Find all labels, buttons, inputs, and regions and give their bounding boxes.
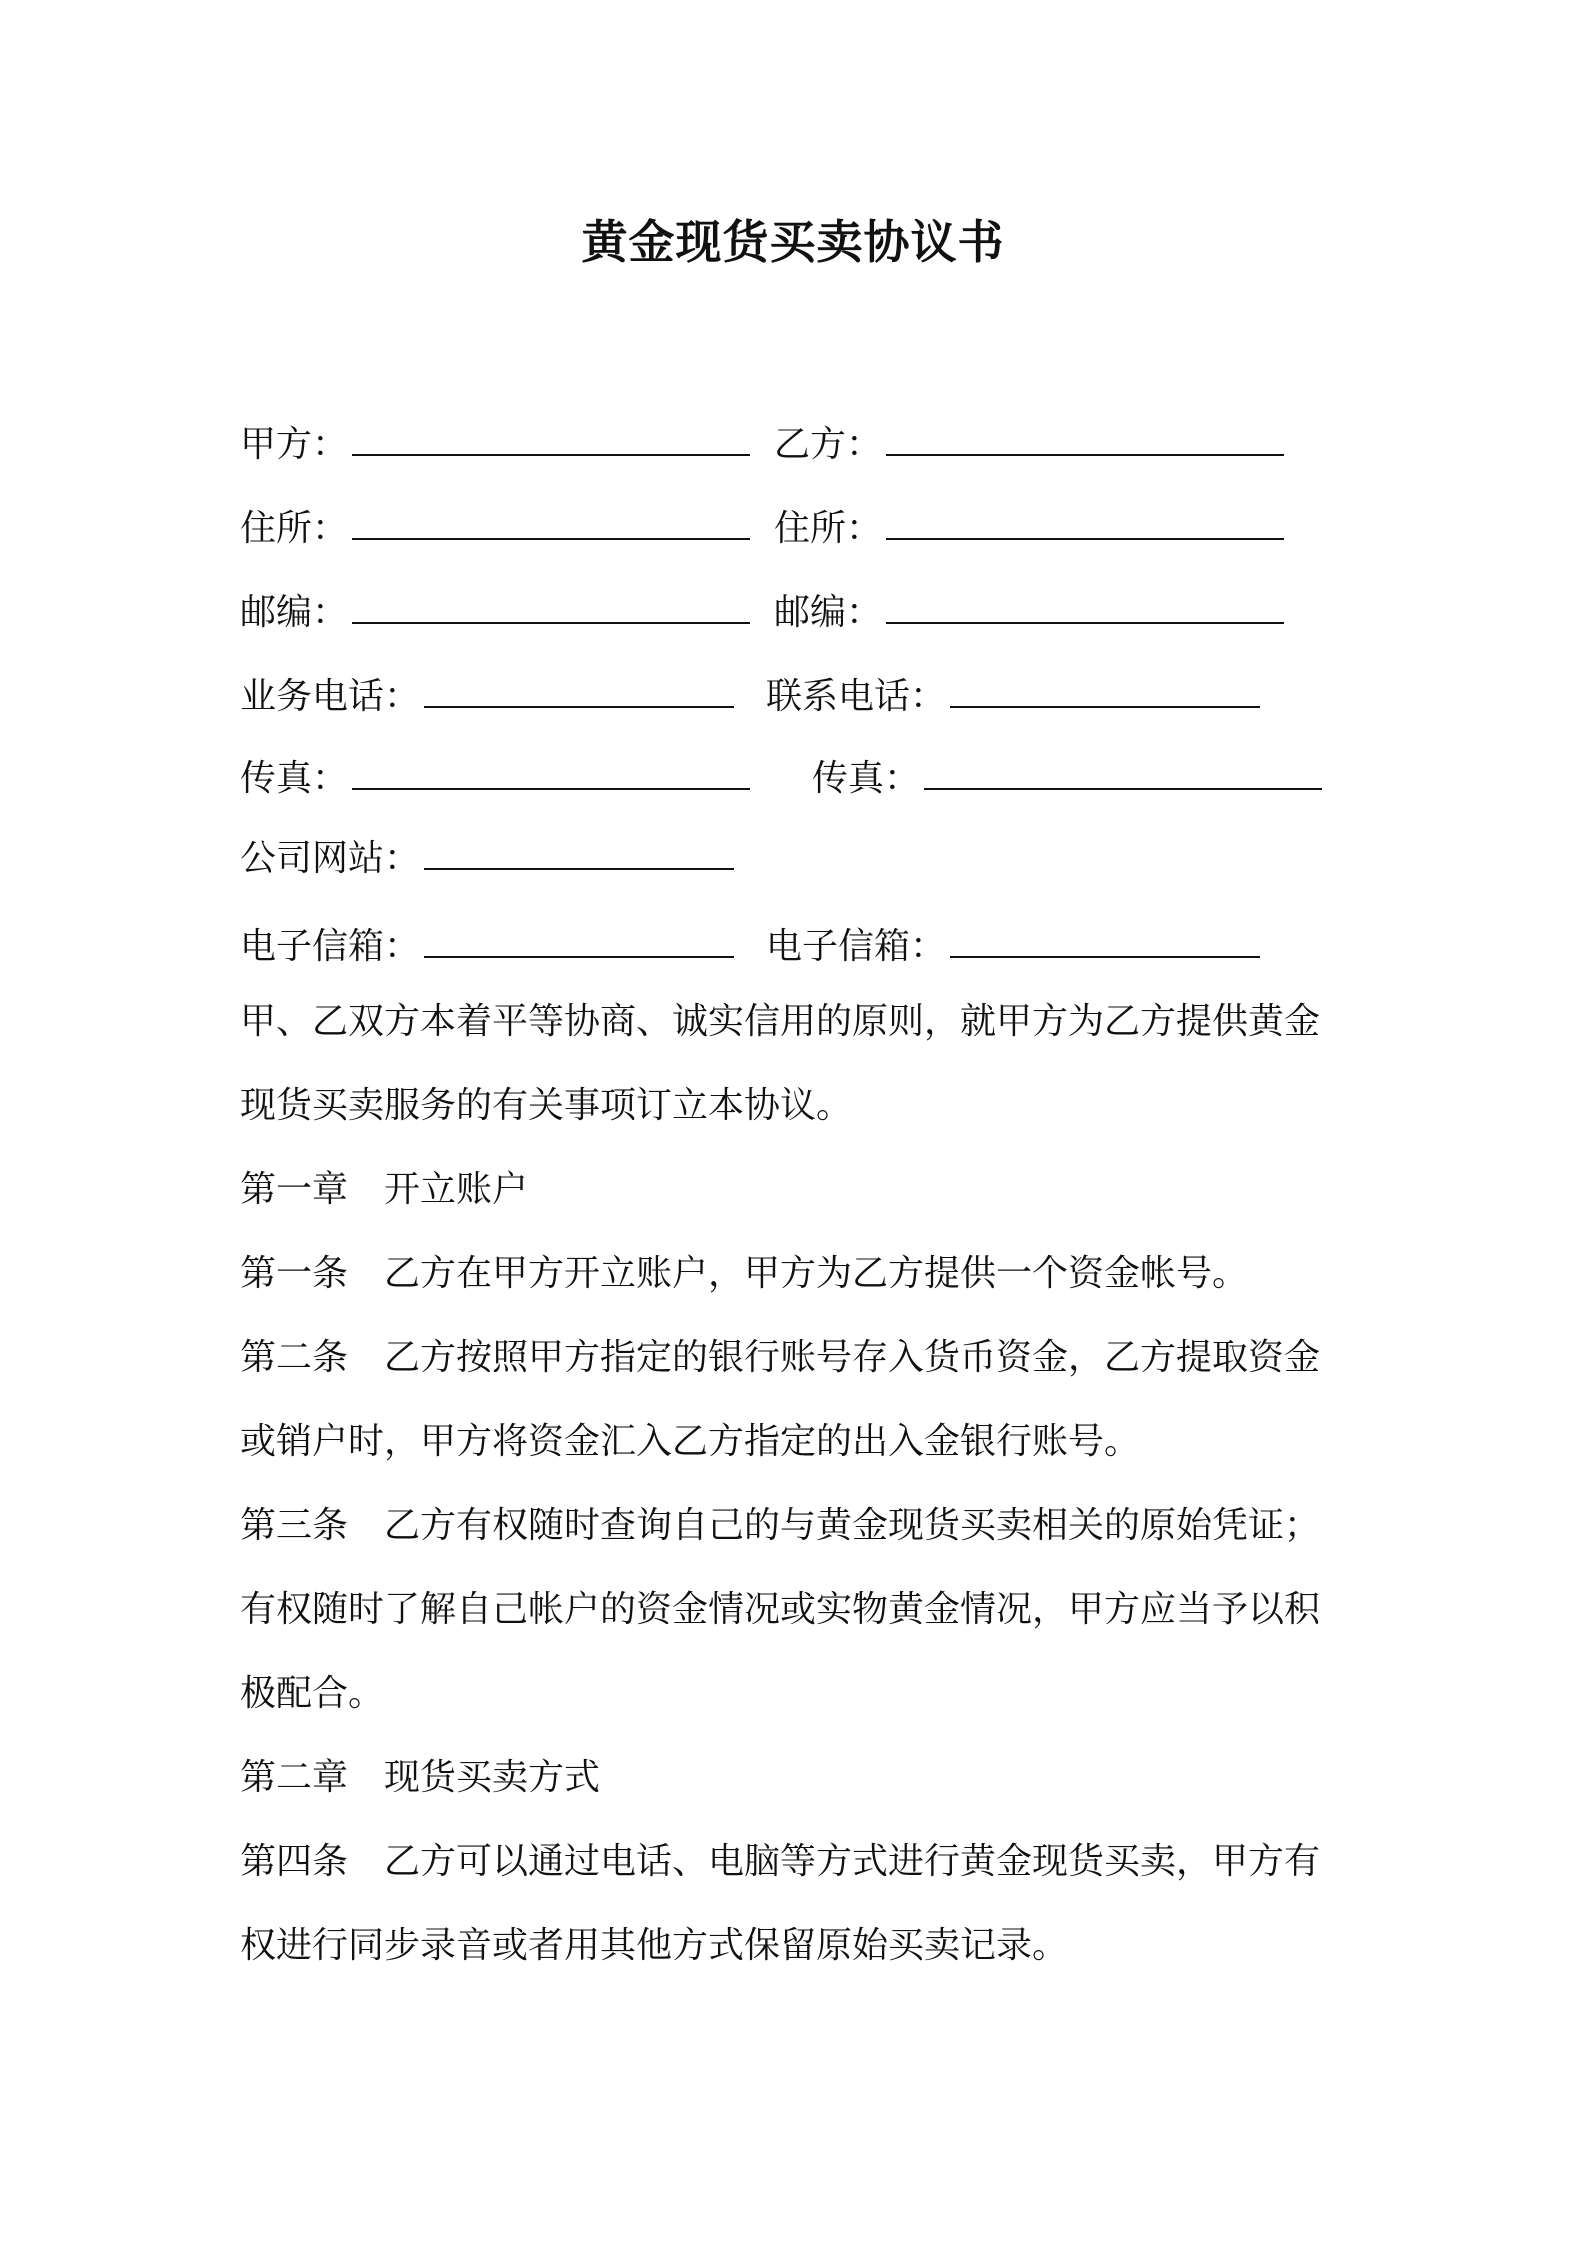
- party-a-fax-field: [240, 752, 750, 805]
- party-a-email-field: [240, 920, 734, 973]
- blank-line: [886, 586, 1284, 624]
- blank-line: [924, 752, 1322, 790]
- field-label: 住所：: [240, 508, 349, 549]
- party-a-website-field: [240, 832, 734, 885]
- blank-line: [424, 920, 734, 958]
- chapter-heading: 第一章 开立账户: [240, 1169, 529, 1210]
- blank-line: [424, 670, 734, 708]
- party-b-email-field: [766, 920, 1260, 973]
- blank-line: [950, 670, 1260, 708]
- article-line: 或销户时，甲方将资金汇入乙方指定的出入金银行账号。: [240, 1421, 1141, 1462]
- intro-line: 现货买卖服务的有关事项订立本协议。: [240, 1085, 853, 1126]
- party-b-contact-phone-field: [766, 670, 1260, 723]
- field-label: 邮编：: [774, 592, 883, 633]
- article-line: 第四条 乙方可以通过电话、电脑等方式进行黄金现货买卖，甲方有: [240, 1841, 1321, 1882]
- blank-line: [886, 418, 1284, 456]
- party-b-name-field: [774, 418, 1284, 471]
- party-a-postcode-field: [240, 586, 750, 639]
- article-line: 第一条 乙方在甲方开立账户，甲方为乙方提供一个资金帐号。: [240, 1253, 1249, 1294]
- article-line: 极配合。: [240, 1673, 385, 1714]
- field-label: 传真：: [812, 758, 921, 799]
- field-label: 传真：: [240, 758, 349, 799]
- party-b-address-field: [774, 502, 1284, 555]
- party-a-address-field: [240, 502, 750, 555]
- field-label: 联系电话：: [766, 676, 947, 717]
- field-label: 住所：: [774, 508, 883, 549]
- field-label: 公司网站：: [240, 838, 421, 879]
- blank-line: [352, 418, 750, 456]
- article-line: 第二条 乙方按照甲方指定的银行账号存入货币资金，乙方提取资金: [240, 1337, 1321, 1378]
- field-label: 乙方：: [774, 424, 883, 465]
- document-title: 黄金现货买卖协议书: [581, 215, 1005, 269]
- field-label: 邮编：: [240, 592, 349, 633]
- party-b-postcode-field: [774, 586, 1284, 639]
- party-b-fax-field: [812, 752, 1322, 805]
- party-a-name-field: [240, 418, 750, 471]
- blank-line: [950, 920, 1260, 958]
- field-label: 业务电话：: [240, 676, 421, 717]
- blank-line: [424, 832, 734, 870]
- intro-line: 甲、乙双方本着平等协商、诚实信用的原则，就甲方为乙方提供黄金: [240, 1001, 1321, 1042]
- article-line: 有权随时了解自己帐户的资金情况或实物黄金情况，甲方应当予以积: [240, 1589, 1321, 1630]
- party-a-business-phone-field: [240, 670, 734, 723]
- field-label: 电子信箱：: [766, 926, 947, 967]
- article-line: 第三条 乙方有权随时查询自己的与黄金现货买卖相关的原始凭证；: [240, 1505, 1321, 1546]
- blank-line: [352, 752, 750, 790]
- blank-line: [352, 502, 750, 540]
- field-label: 甲方：: [240, 424, 349, 465]
- article-line: 权进行同步录音或者用其他方式保留原始买卖记录。: [240, 1925, 1069, 1966]
- field-label: 电子信箱：: [240, 926, 421, 967]
- blank-line: [886, 502, 1284, 540]
- blank-line: [352, 586, 750, 624]
- chapter-heading: 第二章 现货买卖方式: [240, 1757, 601, 1798]
